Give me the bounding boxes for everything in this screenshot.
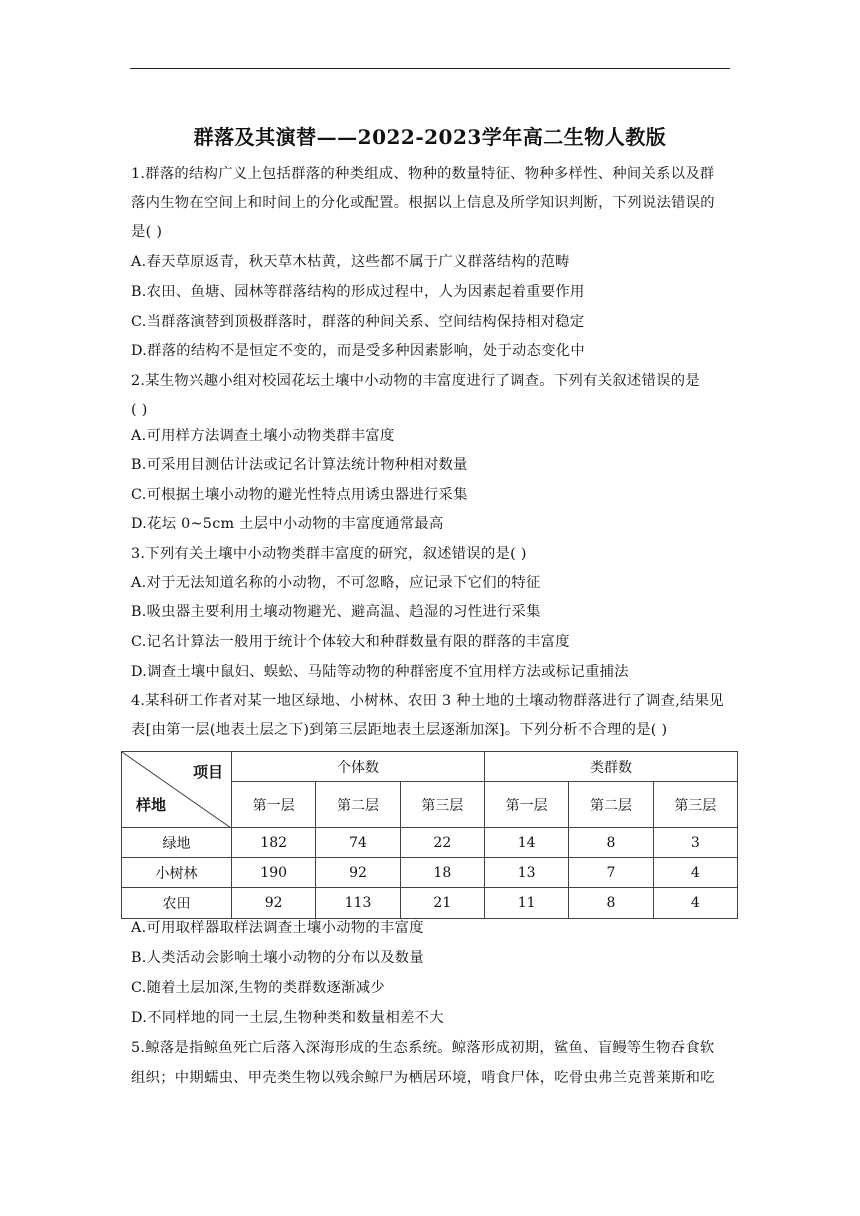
q4-stem-line-2: 表[由第一层(地表土层之下)到第三层距地表土层逐渐加深]。下列分析不合理的是( ) xyxy=(131,722,668,738)
q2-option-a: A.可用样方法调查土壤小动物类群丰富度 xyxy=(131,428,395,444)
header-layer: 第一层 xyxy=(484,782,568,828)
q4-option-c: C.随着土层加深,生物的类群数逐渐减少 xyxy=(131,980,385,996)
document-title: 群落及其演替——2022-2023学年高二生物人教版 xyxy=(193,125,667,149)
table-cell: 3 xyxy=(653,828,737,858)
table-cell: 11 xyxy=(484,888,568,919)
header-group-count: 类群数 xyxy=(484,752,737,782)
header-individual-count: 个体数 xyxy=(232,752,485,782)
table-cell: 113 xyxy=(316,888,400,919)
q3-option-d: D.调查土壤中鼠妇、蜈蚣、马陆等动物的种群密度不宜用样方法或标记重捕法 xyxy=(131,664,629,680)
table-cell: 7 xyxy=(569,858,653,888)
header-layer: 第二层 xyxy=(316,782,400,828)
table-cell: 4 xyxy=(653,858,737,888)
header-layer: 第一层 xyxy=(232,782,316,828)
table-cell: 8 xyxy=(569,888,653,919)
q1-stem-line-2: 落内生物在空间上和时间上的分化或配置。根据以上信息及所学知识判断，下列说法错误的 xyxy=(131,195,715,211)
table-cell: 22 xyxy=(400,828,484,858)
q3-option-a: A.对于无法知道名称的小动物，不可忽略，应记录下它们的特征 xyxy=(131,575,541,591)
q4-option-d: D.不同样地的同一土层,生物种类和数量相差不大 xyxy=(131,1010,444,1026)
q3-option-c: C.记名计算法一般用于统计个体较大和种群数量有限的群落的丰富度 xyxy=(131,634,570,650)
table-cell: 14 xyxy=(484,828,568,858)
table-row xyxy=(122,828,738,858)
soil-survey-table xyxy=(121,751,738,919)
q4-option-b: B.人类活动会影响土壤小动物的分布以及数量 xyxy=(131,950,424,966)
q5-stem-line-2: 组织；中期蠕虫、甲壳类生物以残余鲸尸为栖居环境，啃食尸体，吃骨虫弗兰克普莱斯和吃 xyxy=(131,1070,715,1086)
table-cell: 21 xyxy=(400,888,484,919)
table-cell: 8 xyxy=(569,828,653,858)
q1-option-d: D.群落的结构不是恒定不变的，而是受多种因素影响，处于动态变化中 xyxy=(131,343,586,359)
row-site: 小树林 xyxy=(122,858,232,888)
corner-item-label: 项目 xyxy=(192,763,223,781)
q3-stem-line-1: 3.下列有关土壤中小动物类群丰富度的研究，叙述错误的是( ) xyxy=(131,546,527,562)
header-rule xyxy=(130,68,730,69)
table-cell: 13 xyxy=(484,858,568,888)
table-cell: 74 xyxy=(316,828,400,858)
table-cell: 190 xyxy=(232,858,316,888)
table-cell: 182 xyxy=(232,828,316,858)
q2-option-d: D.花坛 0~5cm 土层中小动物的丰富度通常最高 xyxy=(131,516,444,532)
q1-option-c: C.当群落演替到顶极群落时，群落的种间关系、空间结构保持相对稳定 xyxy=(131,314,585,330)
q4-option-a: A.可用取样器取样法调查土壤小动物的丰富度 xyxy=(131,920,424,936)
row-site: 绿地 xyxy=(122,828,232,858)
table-cell: 92 xyxy=(232,888,316,919)
q2-stem-line-1: 2.某生物兴趣小组对校园花坛土壤中小动物的丰富度进行了调查。下列有关叙述错误的是 xyxy=(131,373,700,389)
q3-option-b: B.吸虫器主要利用土壤动物避光、避高温、趋湿的习性进行采集 xyxy=(131,604,541,620)
q2-option-c: C.可根据土壤小动物的避光性特点用诱虫器进行采集 xyxy=(131,487,468,503)
q1-option-a: A.春天草原返青，秋天草木枯黄，这些都不属于广义群落结构的范畴 xyxy=(131,254,570,270)
row-site: 农田 xyxy=(122,888,232,919)
q5-stem-line-1: 5.鲸落是指鲸鱼死亡后落入深海形成的生态系统。鲸落形成初期，鲨鱼、盲鳗等生物吞食软 xyxy=(131,1040,715,1056)
corner-site-label: 样地 xyxy=(136,796,167,814)
table-cell: 4 xyxy=(653,888,737,919)
q1-stem-line-1: 1.群落的结构广义上包括群落的种类组成、物种的数量特征、物种多样性、种间关系以及群 xyxy=(131,166,715,182)
header-layer: 第三层 xyxy=(653,782,737,828)
table-row xyxy=(122,888,738,919)
q1-option-b: B.农田、鱼塘、园林等群落结构的形成过程中，人为因素起着重要作用 xyxy=(131,284,585,300)
q4-stem-line-1: 4.某科研工作者对某一地区绿地、小树林、农田 3 种土地的土壤动物群落进行了调查,结果见 xyxy=(131,693,724,709)
q1-stem-line-3: 是( ) xyxy=(131,224,163,240)
q2-option-b: B.可采用目测估计法或记名计算法统计物种相对数量 xyxy=(131,457,468,473)
q2-stem-line-2: ( ) xyxy=(131,402,148,418)
header-layer: 第二层 xyxy=(569,782,653,828)
table-cell: 92 xyxy=(316,858,400,888)
table-row xyxy=(122,858,738,888)
table-cell: 18 xyxy=(400,858,484,888)
header-layer: 第三层 xyxy=(400,782,484,828)
table-corner-header xyxy=(122,752,232,828)
